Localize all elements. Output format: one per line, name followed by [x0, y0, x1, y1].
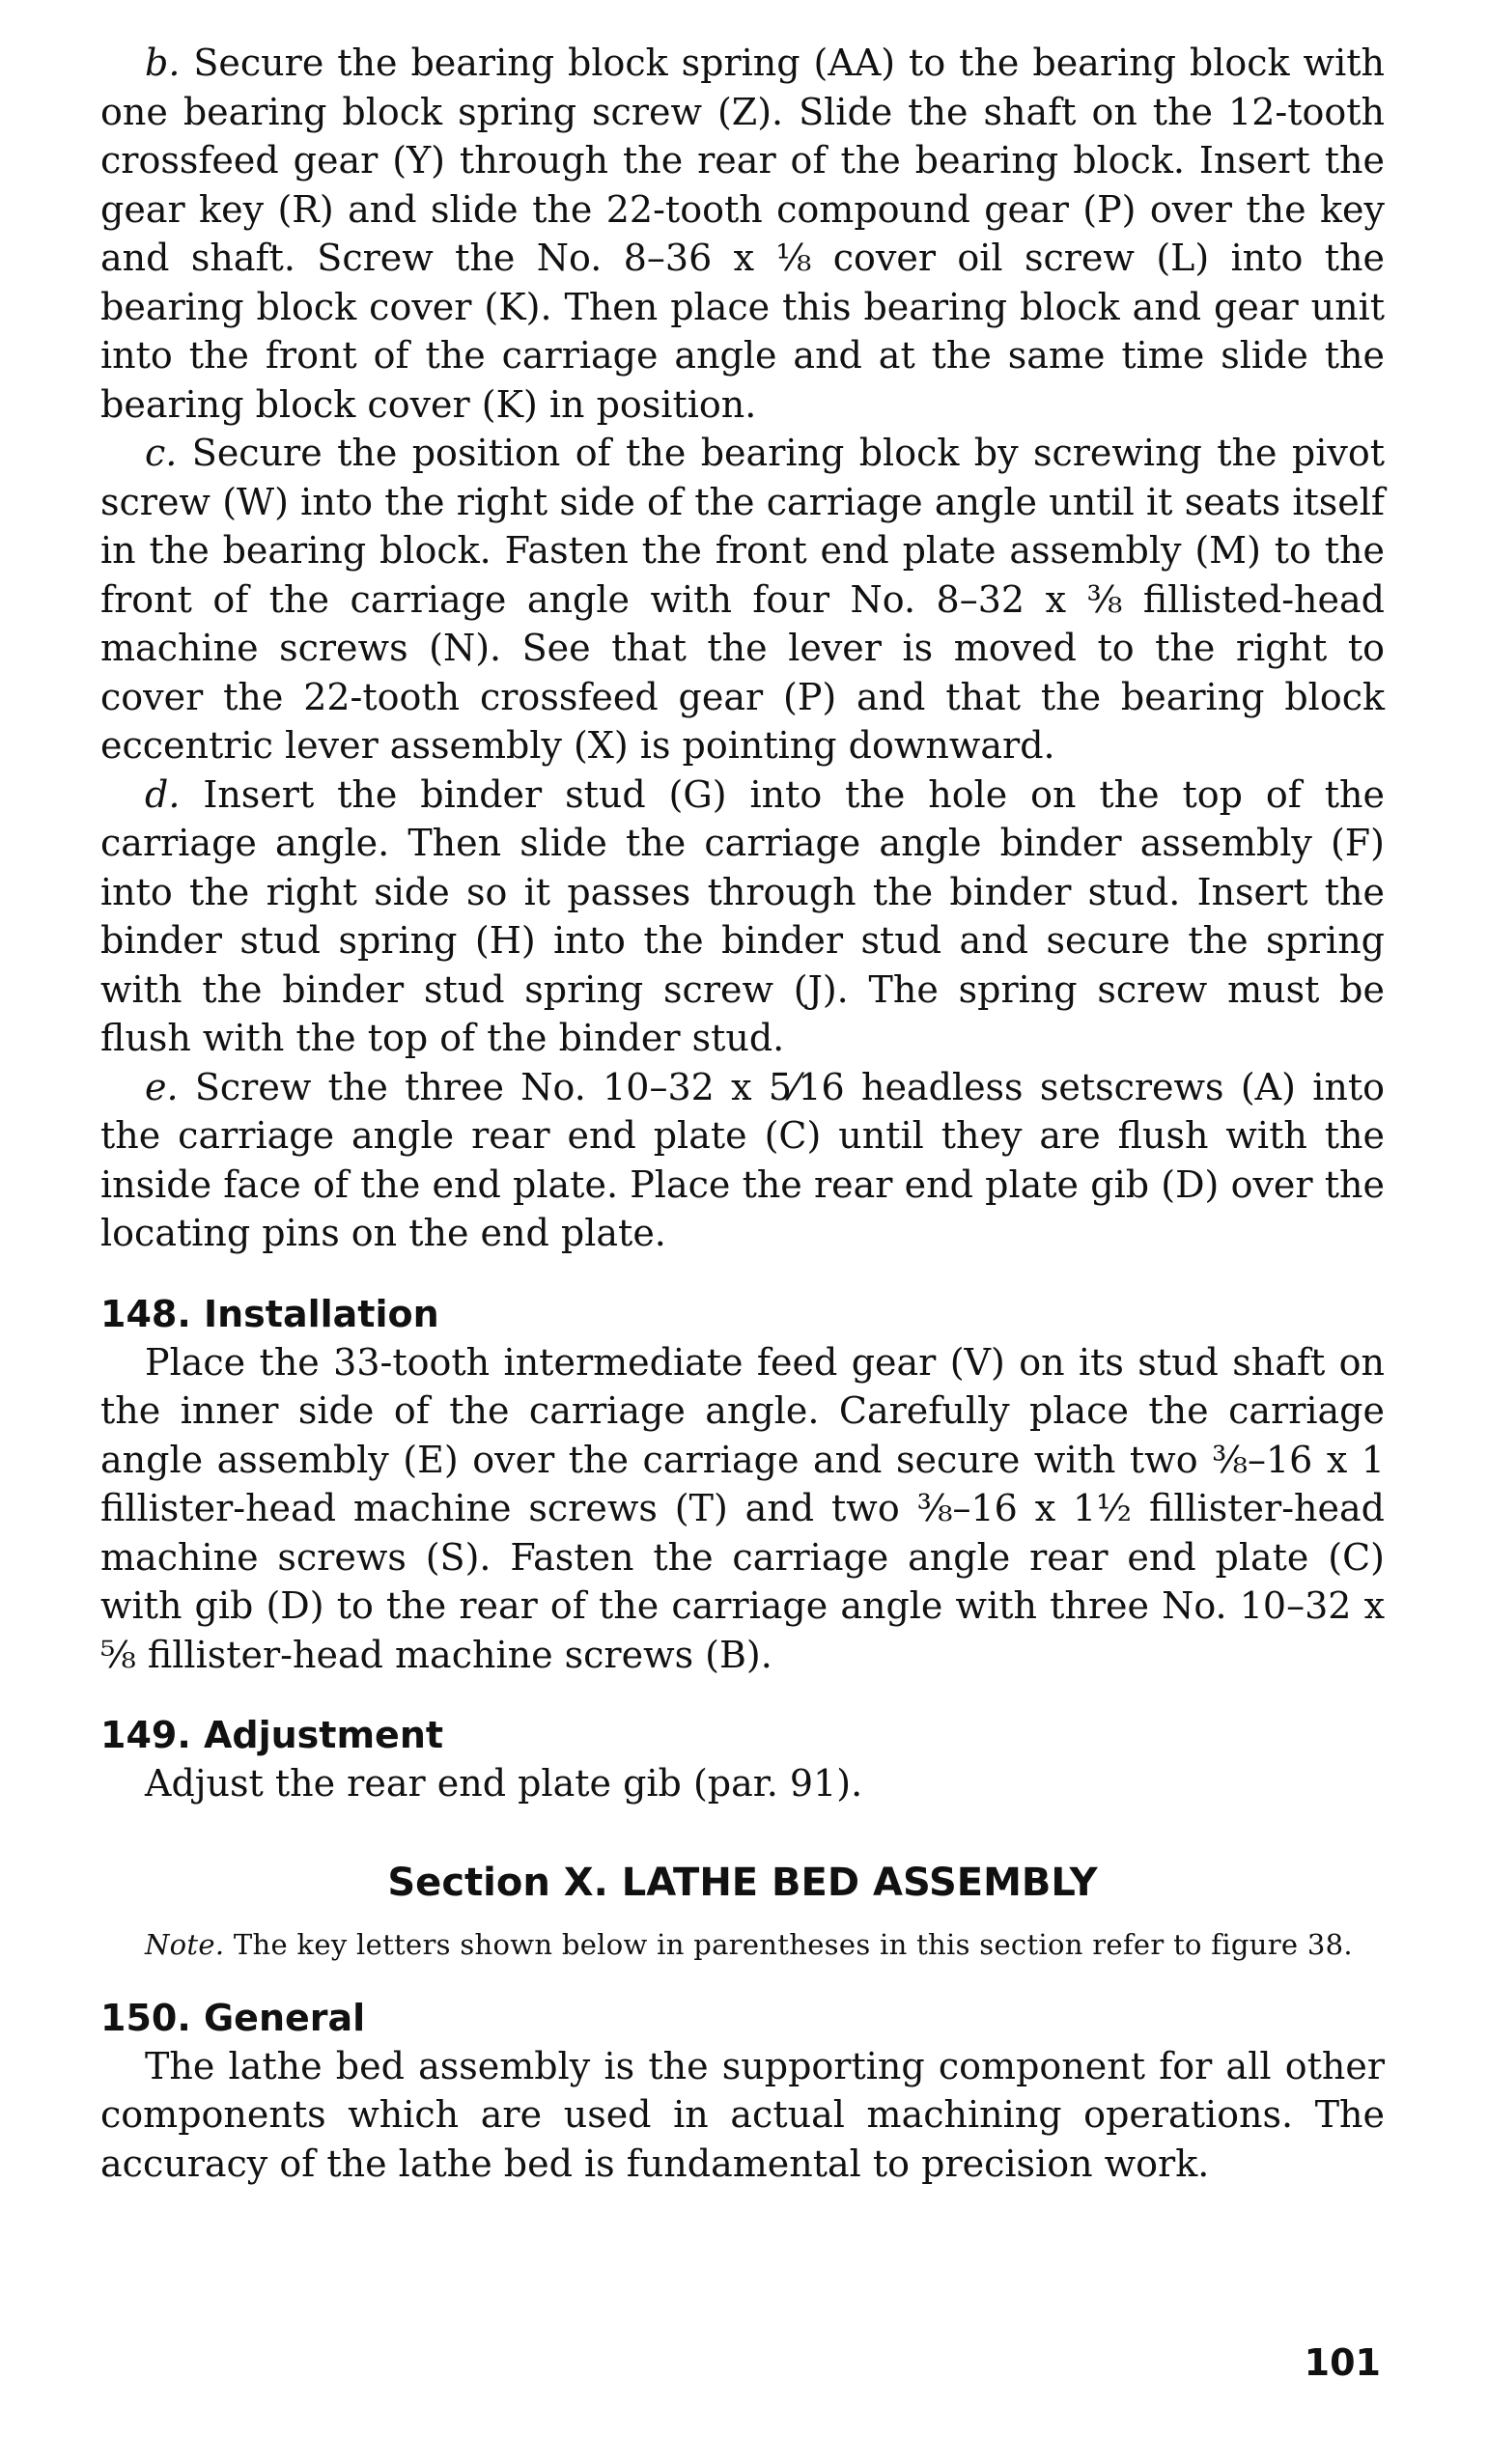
document-page: [100, 39, 1385, 2188]
note-label: Note.: [145, 1927, 225, 1961]
heading-148-installation: 148. Installation: [100, 1292, 439, 1335]
paragraph-c-text: Secure the position of the bearing block by screwing the pivot screw (W) into the right side of the carriage angle until it seats itself in the bearing block. Fasten the front end plate assembly (M) to the front of the carriage angle with four No. 8–32 x ⅜ fillisted-head machine screws (N). See that the lever is moved to the right to cover the 22-tooth crossfeed gear (P) and that the bearing block eccentric lever assembly (X) is pointing downward.: [100, 432, 1385, 767]
paragraph-d-text: Insert the binder stud (G) into the hole on the top of the carriage angle. Then slide the carriage angle binder assembly (F) into the right side so it passes through the binder stud. Insert the binder stud spring (H) into the binder stud and secure the spring with the binder stud spring screw (J). The spring screw must be flush with the top of the binder stud.: [100, 772, 1385, 1059]
paragraph-c-lead: c.: [145, 432, 178, 474]
paragraph-148: Place the 33-tooth intermediate feed gear (V) on its stud shaft on the inner side of the carriage angle. Carefully place the carriage angle assembly (E) over the carriage and secure with two ⅜–16 x 1 fillister-head machine screws (T) and two ⅜–16 x 1½ fillister-head machine screws (S). Fasten the carriage angle rear end plate (C) with gib (D) to the rear of the carriage angle with three No. 10–32 x ⅝ fillister-head machine screws (B).: [100, 1340, 1385, 1676]
paragraph-c: [100, 429, 1385, 770]
paragraph-b-lead: b.: [145, 42, 181, 84]
paragraph-150: The lathe bed assembly is the supporting component for all other components which are used in actual machining operations. The accuracy of the lathe bed is fundamental to precision work.: [100, 2044, 1385, 2185]
paragraph-d-lead: d.: [145, 772, 181, 816]
paragraph-b-text: Secure the bearing block spring (AA) to the bearing block with one bearing block spring screw (Z). Slide the shaft on the 12-tooth crossfeed gear (Y) through the rear of the bearing block. Insert the gear key (R) and slide the 22-tooth compound gear (P) over the key and shaft. Screw the No. 8–36 x ⅛ cover oil screw (L) into the bearing block cover (K). Then place this bearing block and gear unit into the front of the carriage angle and at the same time slide the bearing block cover (K) in position.: [100, 42, 1385, 426]
paragraph-149: Adjust the rear end plate gib (par. 91).: [145, 1762, 863, 1805]
paragraph-e: [100, 1063, 1385, 1258]
paragraph-d: [100, 770, 1385, 1063]
note-text: The key letters shown below in parentheses in this section refer to figure 38.: [233, 1927, 1353, 1961]
heading-149-adjustment: 149. Adjustment: [100, 1714, 444, 1756]
paragraph-b: [100, 39, 1385, 429]
section-note: [100, 1924, 1385, 1965]
paragraph-e-text: Screw the three No. 10–32 x 5⁄16 headless setscrews (A) into the carriage angle rear end plate (C) until they are flush with the inside face of the end plate. Place the rear end plate gib (D) over the locating pins on the end plate.: [100, 1065, 1385, 1254]
page-number: 101: [1304, 2341, 1381, 2384]
heading-150-general: 150. General: [100, 1996, 366, 2039]
section-title: Section X. LATHE BED ASSEMBLY: [387, 1860, 1098, 1905]
paragraph-e-lead: e.: [145, 1065, 179, 1108]
